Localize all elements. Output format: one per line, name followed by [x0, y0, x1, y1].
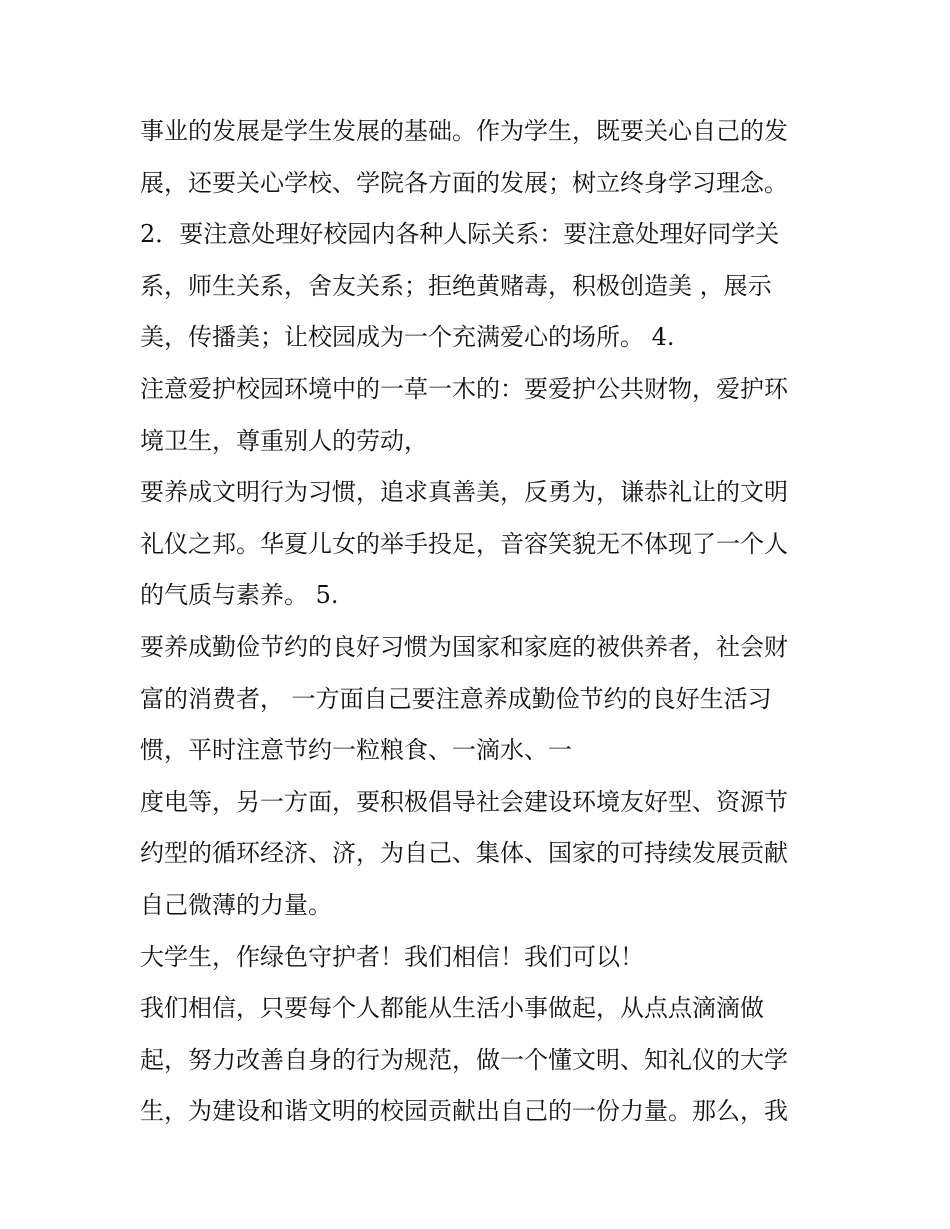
text-line-19: 起，努力改善自身的行为规范，做一个懂文明、知礼仪的大学	[140, 1045, 788, 1074]
text-line-15: 约型的循环经济、济，为自己、集体、国家的可持续发展贡献	[140, 839, 788, 868]
text-line-1: 事业的发展是学生发展的基础。作为学生，既要关心自己的发	[140, 117, 788, 145]
text-line-6: 注意爱护校园环境中的一草一木的：要爱护公共财物，爱护环	[140, 374, 788, 403]
text-line-20: 生，为建设和谐文明的校园贡献出自己的一份力量。那么，我	[140, 1097, 788, 1126]
text-line-9: 礼仪之邦。华夏儿女的举手投足，音容笑貌无不体现了一个人	[140, 529, 788, 558]
text-line-16: 自己微薄的力量。	[140, 890, 332, 919]
text-line-14: 度电等，另一方面，要积极倡导社会建设环境友好型、资源节	[140, 787, 788, 816]
text-line-11: 要养成勤俭节约的良好习惯为国家和家庭的被供养者，社会财	[140, 632, 788, 661]
document-body	[140, 106, 820, 1138]
text-line-3: 2．要注意处理好校园内各种人际关系：要注意处理好同学关	[140, 220, 780, 249]
text-line-2: 展，还要关心学校、学院各方面的发展；树立终身学习理念。	[140, 168, 788, 197]
text-line-18: 我们相信，只要每个人都能从生活小事做起，从点点滴滴做	[140, 994, 764, 1023]
text-line-8: 要养成文明行为习惯，追求真善美，反勇为，谦恭礼让的文明	[140, 478, 788, 507]
text-line-10: 的气质与素养。 5.	[140, 581, 339, 610]
text-line-4: 系，师生关系，舍友关系；拒绝黄赌毒，积极创造美 ，展示	[140, 271, 772, 300]
text-line-7: 境卫生，尊重别人的劳动，	[140, 426, 428, 455]
text-line-13: 惯，平时注意节约一粒粮食、一滴水、一	[140, 736, 572, 765]
text-line-12: 富的消费者， 一方面自己要注意养成勤俭节约的良好生活习	[140, 684, 772, 713]
text-line-5: 美，传播美；让校园成为一个充满爱心的场所。 4.	[140, 323, 675, 352]
text-line-17: 大学生，作绿色守护者！我们相信！我们可以！	[140, 942, 644, 971]
